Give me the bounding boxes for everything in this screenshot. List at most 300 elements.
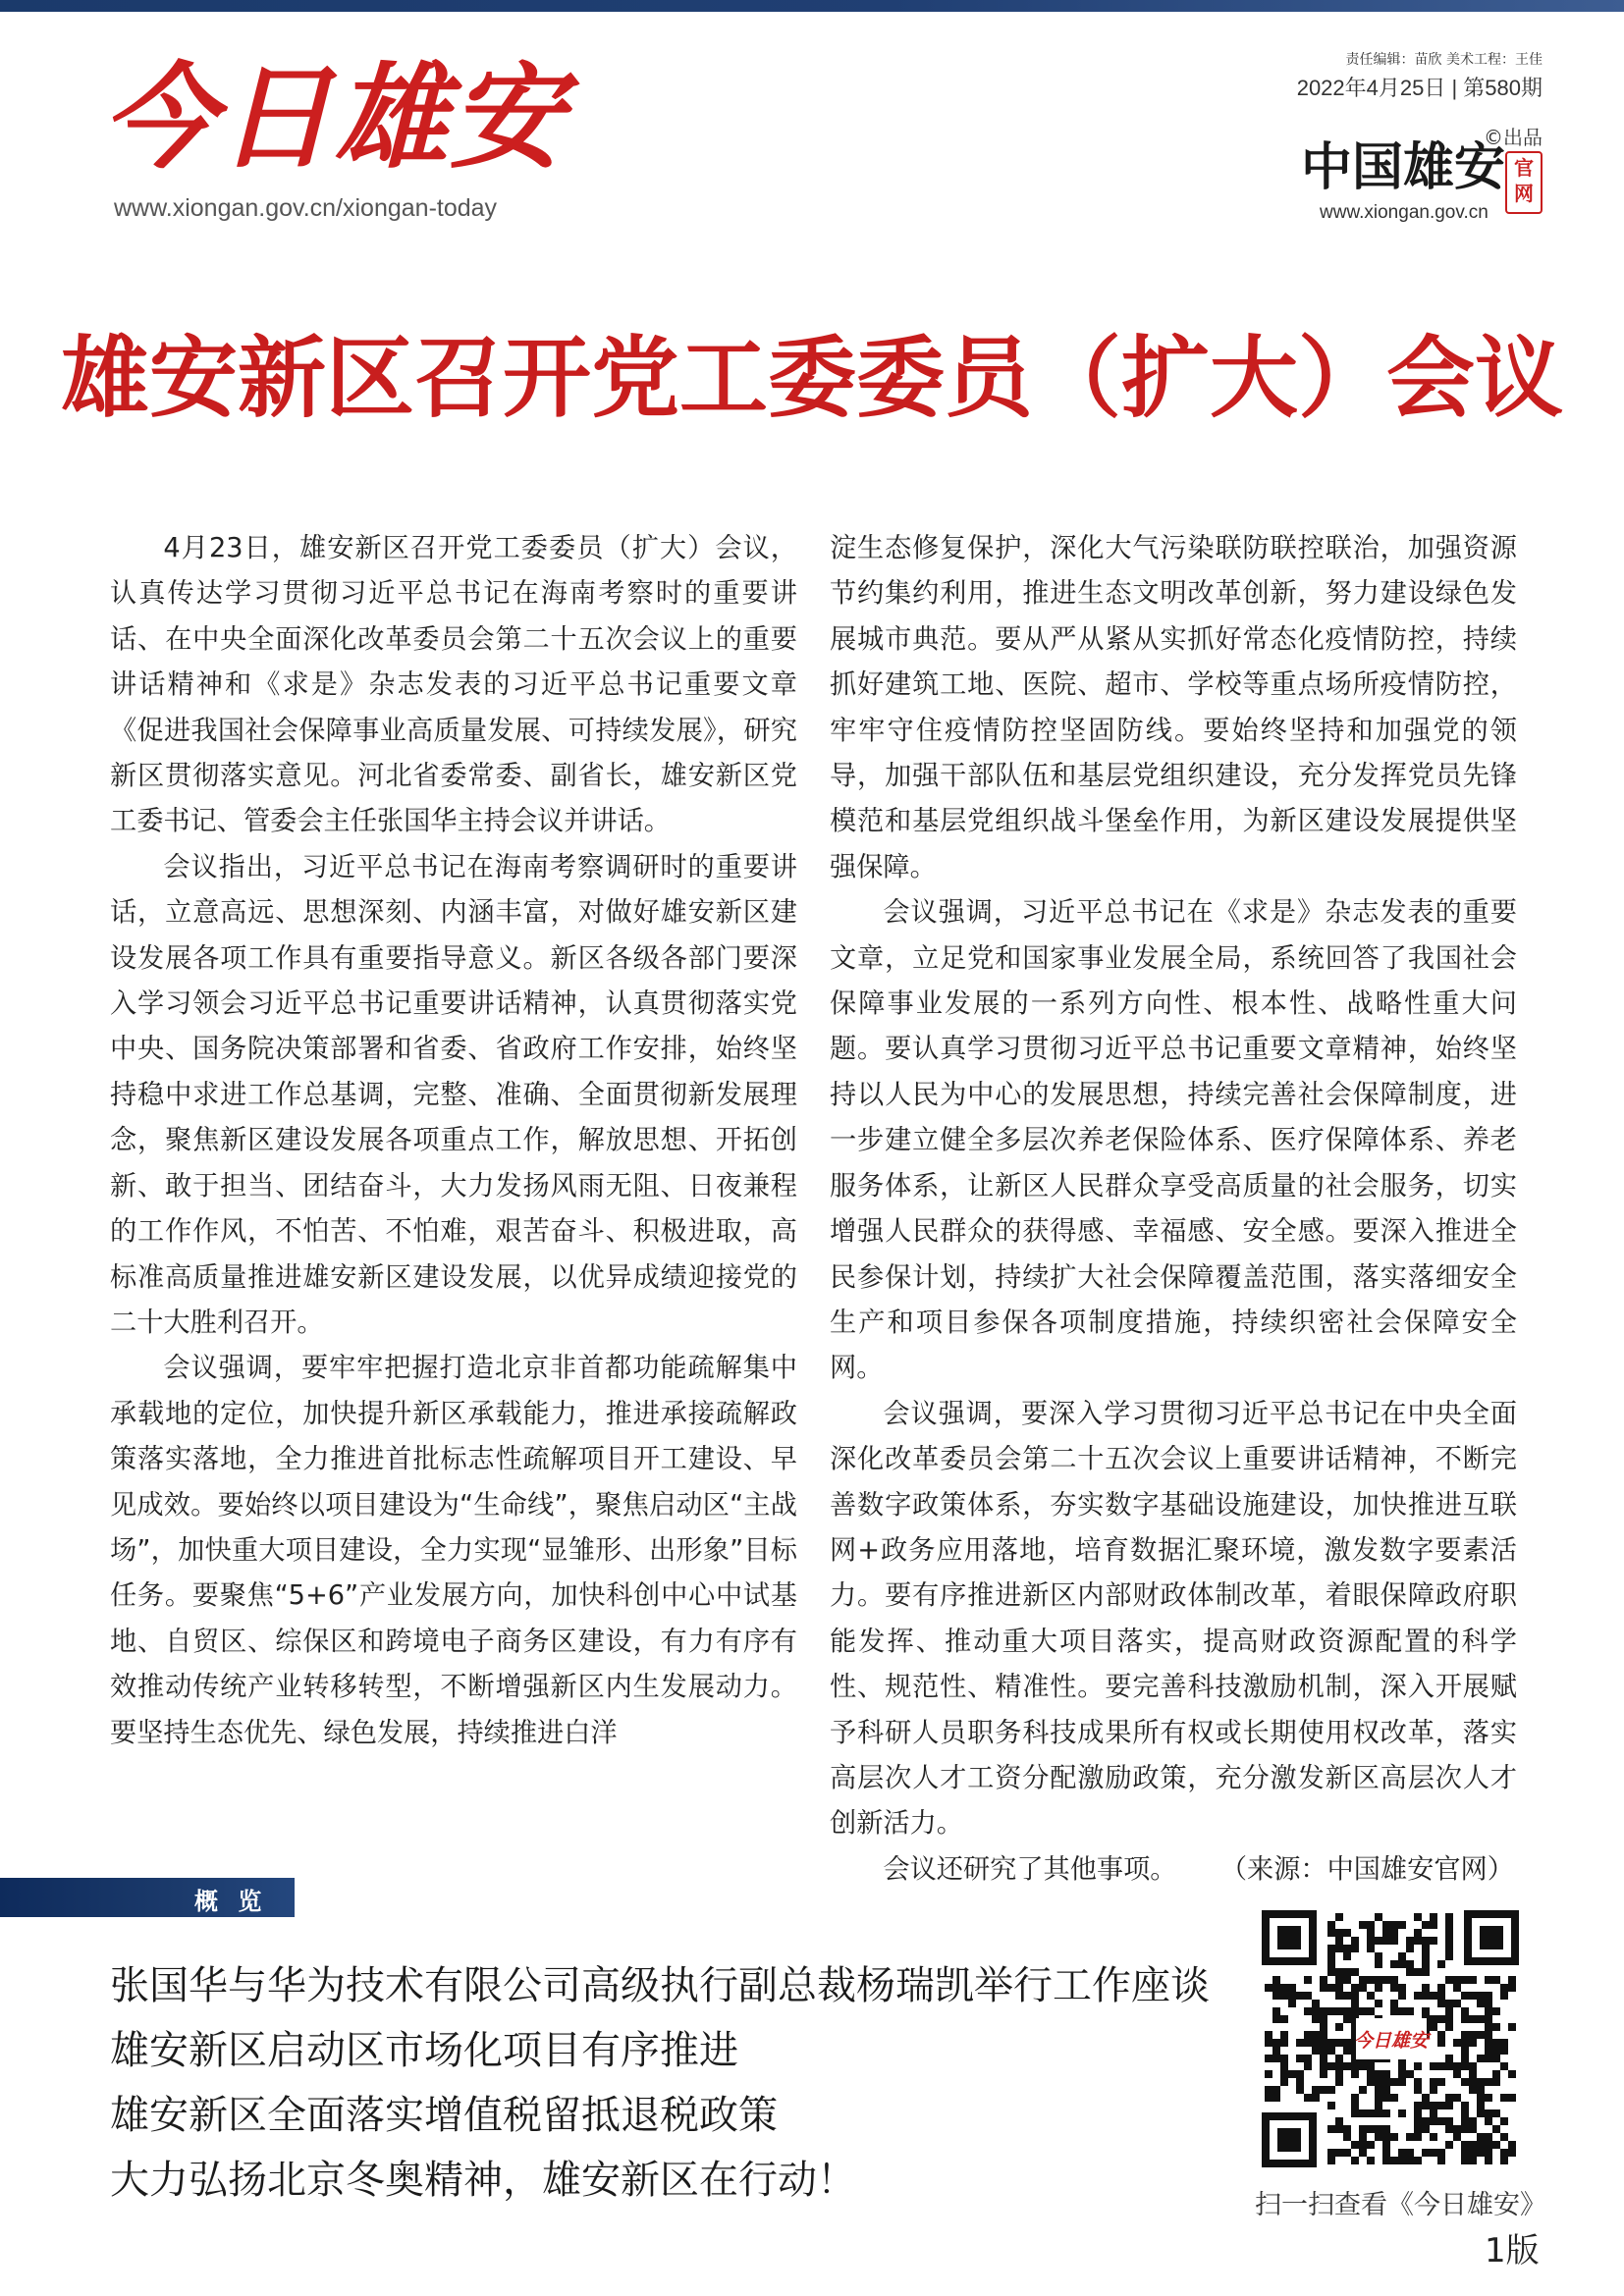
qr-module (1430, 1937, 1437, 1945)
qr-module (1469, 2062, 1477, 2070)
qr-module (1500, 2133, 1508, 2141)
qr-module (1304, 2031, 1312, 2039)
qr-module (1437, 2031, 1445, 2039)
qr-module (1382, 2149, 1390, 2157)
qr-module (1312, 2086, 1320, 2094)
qr-module (1382, 2125, 1390, 2133)
qr-module (1469, 2157, 1477, 2164)
qr-module (1492, 1976, 1500, 1984)
qr-module (1272, 2007, 1280, 2015)
qr-module (1461, 1992, 1469, 2000)
qr-module (1335, 2055, 1343, 2062)
qr-module (1265, 2031, 1272, 2039)
qr-module (1422, 2094, 1430, 2102)
qr-module (1265, 2055, 1272, 2062)
qr-module (1445, 2117, 1453, 2125)
qr-module (1359, 2125, 1367, 2133)
qr-module (1500, 1984, 1508, 1992)
qr-module (1335, 2007, 1343, 2015)
qr-module (1422, 1921, 1430, 1929)
qr-module (1327, 2149, 1335, 2157)
qr-module (1445, 1921, 1453, 1929)
qr-module (1320, 2055, 1327, 2062)
qr-module (1437, 1984, 1445, 1992)
qr-module (1265, 2070, 1272, 2078)
qr-module (1461, 2102, 1469, 2109)
qr-module (1359, 2133, 1367, 2141)
qr-module (1367, 1921, 1375, 1929)
qr-module (1477, 2031, 1485, 2039)
qr-module (1382, 2133, 1390, 2141)
article-paragraph: 会议强调，要牢牢把握打造北京非首都功能疏解集中承载地的定位，加快提升新区承载能力，推进承接疏解政策落实落地，全力推进首批标志性疏解项目开工建设、早见成效。要始终以项目建设为“生命线”，聚焦启动区“主战场”，加快重大项目建设，全力实现“显雏形、出形象”目标任务。要聚焦“5+6”产业发展方向，加快科创中心中试基地、自贸区、综保区和跨境电子商务区建设，有力有序有效推动传统产业转移转型，不断增强新区内生发展动力。要坚持生态优先、绿色发展，持续推进白洋 (110, 1353, 797, 1748)
qr-module (1375, 1960, 1382, 1968)
qr-module (1430, 2149, 1437, 2157)
qr-module (1469, 1992, 1477, 2000)
qr-module (1398, 2062, 1406, 2070)
qr-module (1320, 2062, 1327, 2070)
qr-module (1477, 2000, 1485, 2007)
qr-module (1485, 2047, 1492, 2055)
qr-module (1445, 2141, 1453, 2149)
overview-item[interactable]: 张国华与华为技术有限公司高级执行副总裁杨瑞凯举行工作座谈 (110, 1963, 1210, 2008)
qr-module (1375, 1976, 1382, 1984)
qr-module (1320, 2015, 1327, 2023)
qr-module (1485, 2109, 1492, 2117)
qr-module (1390, 2157, 1398, 2164)
qr-module (1280, 2055, 1288, 2062)
qr-module (1406, 2157, 1414, 2164)
qr-module (1422, 1952, 1430, 1960)
qr-module (1343, 2039, 1351, 2047)
qr-module (1288, 2070, 1296, 2078)
qr-module (1453, 2133, 1461, 2141)
qr-module (1445, 1976, 1453, 1984)
qr-module (1485, 2023, 1492, 2031)
qr-module (1461, 2055, 1469, 2062)
qr-module (1430, 1913, 1437, 1921)
article-paragraph: 会议强调，要深入学习贯彻习近平总书记在中央全面深化改革委员会第二十五次会议上重要讲话精神，不断完善数字政策体系，夯实数字基础设施建设，加快推进互联网+政务应用落地，培育数据汇聚环境，激发数字要素活力。要有序推进新区内部财政体制改革，着眼保障政府职能发挥、推动重大项目落实，提高财政资源配置的科学性、规范性、精准性。要完善科技激励机制，深入开展赋予科研人员职务科技成果所有权或长期使用权改革，落实高层次人才工资分配激励政策，充分激发新区高层次人才创新活力。 (830, 1398, 1517, 1840)
qr-module (1445, 2023, 1453, 2031)
page-label: 1版 (1485, 2231, 1540, 2270)
qr-module (1461, 2015, 1469, 2023)
qr-module (1414, 2102, 1422, 2109)
qr-module (1272, 1984, 1280, 1992)
qr-module (1508, 2023, 1516, 2031)
qr-module (1382, 2078, 1390, 2086)
qr-module (1304, 1992, 1312, 2000)
qr-module (1414, 2078, 1422, 2086)
qr-module (1469, 2125, 1477, 2133)
qr-module (1414, 2125, 1422, 2133)
qr-module (1430, 1992, 1437, 2000)
qr-module (1445, 1929, 1453, 1937)
qr-module (1280, 2015, 1288, 2023)
qr-module (1390, 1929, 1398, 1937)
qr-module (1335, 1929, 1343, 1937)
qr-module (1375, 1952, 1382, 1960)
qr-module (1382, 1937, 1390, 1945)
qr-module (1367, 2070, 1375, 2078)
qr-module (1406, 2070, 1414, 2078)
qr-module (1351, 2000, 1359, 2007)
qr-module (1398, 1992, 1406, 2000)
qr-module (1335, 1992, 1343, 2000)
qr-module (1351, 2070, 1359, 2078)
qr-module (1382, 1976, 1390, 1984)
qr-module (1398, 2078, 1406, 2086)
qr-module (1414, 2157, 1422, 2164)
qr-module (1422, 1968, 1430, 1976)
overview-item[interactable]: 大力弘扬北京冬奥精神，雄安新区在行动！ (110, 2158, 856, 2203)
qr-module (1414, 2109, 1422, 2117)
qr-module (1343, 2007, 1351, 2015)
qr-module (1445, 2000, 1453, 2007)
qr-module (1469, 2015, 1477, 2023)
article-source: （来源：中国雄安官网） (1233, 1853, 1514, 1885)
qr-module (1445, 1913, 1453, 1921)
overview-item[interactable]: 雄安新区启动区市场化项目有序推进 (110, 2028, 738, 2073)
qr-module (1367, 2007, 1375, 2015)
qr-module (1272, 2086, 1280, 2094)
qr-module (1430, 2086, 1437, 2094)
qr-module (1453, 2039, 1461, 2047)
qr-module (1414, 1968, 1422, 1976)
qr-module (1414, 2086, 1422, 2094)
qr-module (1430, 2117, 1437, 2125)
qr-module (1304, 1976, 1312, 1984)
qr-module (1351, 2102, 1359, 2109)
qr-module (1351, 2007, 1359, 2015)
qr-module (1461, 2149, 1469, 2157)
overview-list (110, 1953, 1210, 2213)
qr-module (1375, 2078, 1382, 2086)
qr-module (1367, 1992, 1375, 2000)
publisher-seal (1505, 151, 1543, 214)
qr-module (1327, 1945, 1335, 1952)
qr-module (1406, 2007, 1414, 2015)
qr-module (1485, 2000, 1492, 2007)
qr-module (1296, 2070, 1304, 2078)
qr-module (1375, 2109, 1382, 2117)
qr-module (1406, 1968, 1414, 1976)
qr-module (1437, 2000, 1445, 2007)
qr-module (1375, 1984, 1382, 1992)
article-paragraph: 淀生态修复保护，深化大气污染联防联控联治，加强资源节约集约利用，推进生态文明改革创新，努力建设绿色发展城市典范。要从严从紧从实抓好常态化疫情防控，持续抓好建筑工地、医院、超市、学校等重点场所疫情防控，牢牢守住疫情防控坚固防线。要始终坚持和加强党的领导，加强干部队伍和基层党组织建设，充分发挥党员先锋模范和基层党组织战斗堡垒作用，为新区建设发展提供坚强保障。 (830, 533, 1517, 882)
qr-module (1343, 2149, 1351, 2157)
qr-module (1367, 2109, 1375, 2117)
qr-module (1390, 1921, 1398, 1929)
qr-module (1343, 1952, 1351, 1960)
qr-module (1272, 2015, 1280, 2023)
qr-module (1461, 2039, 1469, 2047)
qr-module (1500, 1992, 1508, 2000)
qr-module (1477, 2094, 1485, 2102)
qr-module (1414, 1992, 1422, 2000)
article-paragraph: 会议指出，习近平总书记在海南考察调研时的重要讲话，立意高远、思想深刻、内涵丰富，对做好雄安新区建设发展各项工作具有重要指导意义。新区各级各部门要深入学习领会习近平总书记重要讲话精神，认真贯彻落实党中央、国务院决策部署和省委、省政府工作安排，始终坚持稳中求进工作总基调，完整、准确、全面贯彻新发展理念，聚焦新区建设发展各项重点工作，解放思想、开拓创新、敢于担当、团结奋斗，大力发扬风雨无阻、日夜兼程的工作作风，不怕苦、不怕难，艰苦奋斗、积极进取，高标准高质量推进雄安新区建设发展，以优异成绩迎接党的二十大胜利召开。 (110, 851, 797, 1338)
qr-module (1280, 1984, 1288, 1992)
qr-module (1288, 1984, 1296, 1992)
qr-module (1265, 2094, 1272, 2102)
qr-module (1351, 1968, 1359, 1976)
qr-module (1343, 2047, 1351, 2055)
qr-module (1398, 1952, 1406, 1960)
qr-module (1335, 2078, 1343, 2086)
qr-module (1422, 1937, 1430, 1945)
qr-module (1437, 2102, 1445, 2109)
qr-center-logo: 今日雄安 (1353, 2030, 1430, 2052)
overview-item[interactable]: 雄安新区全面落实增值税留抵退税政策 (110, 2093, 778, 2138)
qr-module (1477, 2055, 1485, 2062)
qr-module (1492, 2125, 1500, 2133)
qr-module (1390, 1976, 1398, 1984)
qr-module (1304, 2055, 1312, 2062)
qr-module (1508, 2070, 1516, 2078)
qr-module (1492, 2047, 1500, 2055)
qr-module (1437, 1992, 1445, 2000)
qr-module (1445, 2007, 1453, 2015)
qr-module (1359, 2109, 1367, 2117)
qr-module (1312, 2007, 1320, 2015)
qr-module (1414, 1913, 1422, 1921)
qr-module (1312, 2031, 1320, 2039)
qr-module (1492, 2078, 1500, 2086)
qr-module (1485, 1976, 1492, 1984)
qr-module (1320, 2007, 1327, 2015)
qr-module (1359, 2007, 1367, 2015)
qr-module (1335, 2149, 1343, 2157)
qr-module (1422, 2102, 1430, 2109)
qr-module (1414, 2133, 1422, 2141)
qr-module (1430, 1921, 1437, 1929)
qr-module (1492, 2055, 1500, 2062)
qr-module (1382, 1921, 1390, 1929)
qr-module (1422, 2007, 1430, 2015)
qr-module (1445, 1952, 1453, 1960)
publisher-seal-text: 官网 (1514, 156, 1534, 205)
qr-module (1500, 2039, 1508, 2047)
qr-module (1280, 2078, 1288, 2086)
qr-module (1351, 2094, 1359, 2102)
qr-module (1320, 2070, 1327, 2078)
qr-module (1327, 2102, 1335, 2109)
qr-module (1508, 2141, 1516, 2149)
qr-module (1406, 2133, 1414, 2141)
qr-module (1461, 2125, 1469, 2133)
qr-module (1469, 2117, 1477, 2125)
qr-module (1390, 2133, 1398, 2141)
qr-module (1335, 1984, 1343, 1992)
qr-module (1367, 1937, 1375, 1945)
qr-module (1469, 2039, 1477, 2047)
qr-module (1390, 1984, 1398, 1992)
article-closing (830, 1847, 1517, 1893)
qr-module (1469, 1976, 1477, 1984)
qr-module (1296, 1992, 1304, 2000)
qr-module (1477, 2015, 1485, 2023)
qr-module (1335, 1976, 1343, 1984)
qr-module (1453, 1976, 1461, 1984)
qr-module (1327, 2157, 1335, 2164)
qr-module (1327, 2047, 1335, 2055)
qr-module (1382, 2157, 1390, 2164)
qr-module (1382, 2109, 1390, 2117)
qr-module (1359, 2062, 1367, 2070)
qr-module (1375, 2125, 1382, 2133)
qr-module (1288, 1992, 1296, 2000)
qr-module (1437, 2039, 1445, 2047)
qr-module (1335, 2117, 1343, 2125)
qr-module (1280, 2062, 1288, 2070)
qr-module (1430, 2078, 1437, 2086)
qr-module (1280, 2031, 1288, 2039)
qr-module (1485, 2031, 1492, 2039)
qr-module (1343, 1945, 1351, 1952)
article-paragraph: 会议强调，习近平总书记在《求是》杂志发表的重要文章，立足党和国家事业发展全局，系统回答了我国社会保障事业发展的一系列方向性、根本性、战略性重大问题。要认真学习贯彻习近平总书记重要文章精神，始终坚持以人民为中心的发展思想，持续完善社会保障制度，进一步建立健全多层次养老保险体系、医疗保障体系、养老服务体系，让新区人民群众享受高质量的社会服务，切实增强人民群众的获得感、幸福感、安全感。要深入推进全民参保计划，持续扩大社会保障覆盖范围，落实落细安全生产和项目参保各项制度措施，持续织密社会保障安全网。 (830, 897, 1517, 1384)
qr-module (1343, 1968, 1351, 1976)
overview-label: 概 览 (194, 1888, 268, 1915)
qr-module (1320, 1976, 1327, 1984)
qr-module (1398, 1960, 1406, 1968)
article-right-column (830, 526, 1517, 1893)
qr-module (1398, 1984, 1406, 1992)
qr-module (1492, 2070, 1500, 2078)
qr-module (1437, 2117, 1445, 2125)
qr-module (1414, 2117, 1422, 2125)
qr-module (1320, 2047, 1327, 2055)
qr-module (1485, 2007, 1492, 2015)
qr-module (1508, 1984, 1516, 1992)
qr-module (1335, 2023, 1343, 2031)
qr-module (1461, 2062, 1469, 2070)
qr-module (1485, 2133, 1492, 2141)
qr-module (1477, 2133, 1485, 2141)
qr-module (1343, 2133, 1351, 2141)
qr-module (1375, 1913, 1382, 1921)
qr-module (1335, 2070, 1343, 2078)
qr-module (1382, 1929, 1390, 1937)
qr-module (1320, 2031, 1327, 2039)
qr-module (1437, 2015, 1445, 2023)
qr-module (1430, 2062, 1437, 2070)
qr-module (1367, 2062, 1375, 2070)
qr-module (1272, 2047, 1280, 2055)
qr-module (1327, 2086, 1335, 2094)
qr-module (1453, 2062, 1461, 2070)
qr-module (1492, 2007, 1500, 2015)
qr-module (1335, 2062, 1343, 2070)
qr-module (1351, 1984, 1359, 1992)
qr-module (1500, 2047, 1508, 2055)
qr-module (1469, 2031, 1477, 2039)
qr-module (1327, 2039, 1335, 2047)
qr-module (1477, 2102, 1485, 2109)
qr-module (1492, 2109, 1500, 2117)
qr-module (1445, 2062, 1453, 2070)
qr-module (1445, 2055, 1453, 2062)
qr-module (1265, 1984, 1272, 1992)
qr-module (1327, 1921, 1335, 1929)
qr-module (1453, 2125, 1461, 2133)
qr-module (1461, 2109, 1469, 2117)
qr-module (1485, 2078, 1492, 2086)
closing-text: 会议还研究了其他事项。 (883, 1853, 1177, 1885)
qr-module (1445, 1937, 1453, 1945)
qr-module (1327, 1929, 1335, 1937)
qr-module (1272, 1992, 1280, 2000)
qr-module (1461, 1976, 1469, 1984)
qr-code[interactable] (1262, 1910, 1519, 2167)
qr-module (1469, 2078, 1477, 2086)
qr-module (1304, 2062, 1312, 2070)
qr-module (1422, 2149, 1430, 2157)
qr-module (1304, 2039, 1312, 2047)
qr-module (1469, 2070, 1477, 2078)
qr-module (1296, 2078, 1304, 2086)
qr-module (1430, 2023, 1437, 2031)
top-color-bar (0, 0, 1624, 12)
qr-module (1327, 2007, 1335, 2015)
qr-module (1422, 1960, 1430, 1968)
qr-module (1359, 1921, 1367, 1929)
qr-module (1367, 2141, 1375, 2149)
qr-module (1375, 2070, 1382, 2078)
qr-code-graphic (1262, 1910, 1519, 2167)
qr-module (1461, 2157, 1469, 2164)
qr-module (1382, 2070, 1390, 2078)
qr-module (1343, 1929, 1351, 1937)
qr-module (1359, 1976, 1367, 1984)
qr-module (1445, 1945, 1453, 1952)
qr-module (1375, 2000, 1382, 2007)
qr-module (1312, 2039, 1320, 2047)
qr-module (1453, 2094, 1461, 2102)
qr-module (1398, 2007, 1406, 2015)
qr-module (1477, 2109, 1485, 2117)
editors-credit: 责任编辑：苗欣 美术工程：王佳 (1345, 52, 1543, 68)
qr-module (1477, 1992, 1485, 2000)
qr-module (1320, 2039, 1327, 2047)
qr-module (1508, 2094, 1516, 2102)
qr-module (1485, 2055, 1492, 2062)
qr-module (1367, 2157, 1375, 2164)
qr-module (1445, 2094, 1453, 2102)
qr-module (1351, 2062, 1359, 2070)
qr-module (1437, 2149, 1445, 2157)
qr-module (1375, 2094, 1382, 2102)
qr-module (1508, 2149, 1516, 2157)
qr-module (1296, 2039, 1304, 2047)
qr-module (1296, 2055, 1304, 2062)
qr-module (1288, 2000, 1296, 2007)
qr-module (1359, 2149, 1367, 2157)
qr-module (1422, 2125, 1430, 2133)
qr-module (1485, 2117, 1492, 2125)
qr-module (1422, 1992, 1430, 2000)
qr-module (1485, 2094, 1492, 2102)
qr-module (1351, 1992, 1359, 2000)
qr-module (1382, 2086, 1390, 2094)
qr-module (1343, 2125, 1351, 2133)
qr-module (1485, 1992, 1492, 2000)
qr-module (1375, 2086, 1382, 2094)
qr-module (1500, 2062, 1508, 2070)
qr-module (1367, 1945, 1375, 1952)
qr-module (1390, 2094, 1398, 2102)
publisher-logo: 中国雄安 (1301, 137, 1506, 197)
qr-caption: 扫一扫查看《今日雄安》 (1255, 2190, 1546, 2220)
qr-module (1461, 2078, 1469, 2086)
qr-module (1335, 1945, 1343, 1952)
